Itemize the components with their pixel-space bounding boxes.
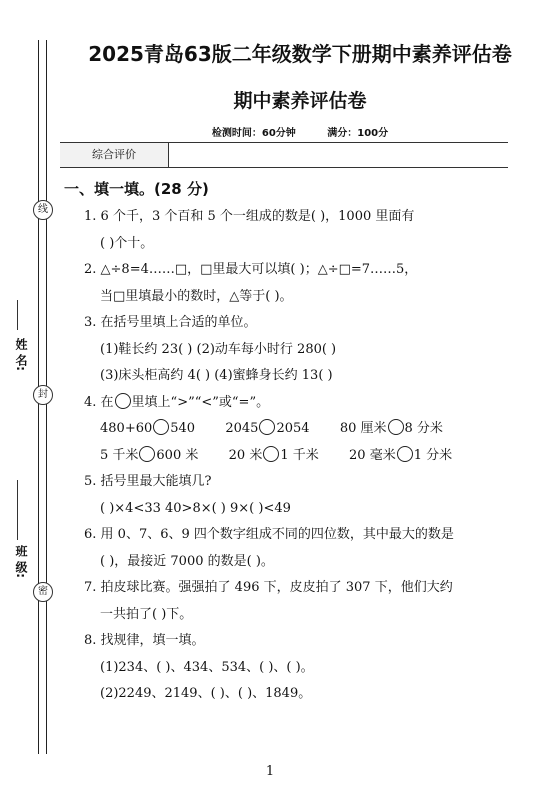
question-6-line-1: 6. 用 0、7、6、9 四个数字组成不同的四位数，其中最大的数是: [84, 527, 454, 542]
question-3-title: 3. 在括号里填上合适的单位。: [84, 315, 257, 330]
question-3-row-2: (3)床头柜高约 4( ) (4)蜜蜂身长约 13( ): [100, 368, 333, 383]
time-label: 检测时间：60分钟: [211, 128, 296, 139]
compare-circle-icon[interactable]: [139, 446, 155, 462]
seal-mark-line: 线: [33, 200, 53, 220]
section-title: 一、填一填。(28 分): [64, 180, 209, 198]
question-8-row-2: (2)2249、2149、( )、( )、1849。: [100, 686, 312, 701]
page-number: 1: [265, 764, 275, 779]
class-write-line: [17, 480, 18, 540]
question-8-title: 8. 找规律，填一填。: [84, 633, 205, 648]
question-5-row: ( )×4<33 40>8×( ) 9×( )<49: [100, 500, 291, 516]
question-3-row-1: (1)鞋长约 23( ) (2)动车每小时行 280( ): [100, 341, 337, 357]
seal-mark-close: 密: [33, 582, 53, 602]
page-subtitle: 期中素养评估卷: [233, 90, 367, 112]
question-1-line-1: 1. 6 个千，3 个百和 5 个一组成的数是( )，1000 里面有: [84, 209, 415, 224]
question-2-line-1: 2. △÷8=4……□，□里最大可以填( )；△÷□=7……5，: [84, 262, 418, 277]
compare-circle-icon[interactable]: [263, 446, 279, 462]
compare-circle-icon: [115, 393, 131, 409]
question-2-line-2: 当□里填最小的数时，△等于( )。: [100, 288, 293, 304]
question-6-line-2: ( )，最接近 7000 的数是( )。: [100, 553, 274, 569]
question-content: [64, 174, 516, 708]
question-4-row-2: 5 千米 600 米 20 米 1 千米 20 毫米 1 分米: [100, 447, 453, 463]
name-write-line: [17, 300, 18, 330]
question-7-line-2: 一共拍了( )下。: [100, 606, 193, 622]
question-1-line-2: ( )个十。: [100, 235, 154, 251]
question-4-title: 4. 在 里填上“>”“<”或“=”。: [84, 394, 270, 410]
question-7-line-1: 7. 拍皮球比赛。强强拍了 496 下，皮皮拍了 307 下，他们大约: [84, 580, 453, 595]
page-title: 2025青岛63版二年级数学下册期中素养评估卷: [88, 42, 512, 66]
seal-mark-seal: 封: [33, 385, 53, 405]
compare-circle-icon[interactable]: [259, 419, 275, 435]
compare-circle-icon[interactable]: [388, 419, 404, 435]
question-8-row-1: (1)234、( )、434、534、( )、( )。: [100, 659, 314, 675]
compare-circle-icon[interactable]: [397, 446, 413, 462]
binding-margin: [0, 0, 60, 794]
name-label: 姓 名:: [14, 338, 28, 371]
question-4-row-1: 480+60 540 2045 2054 80 厘米 8 分米: [100, 421, 443, 436]
exam-meta: [60, 124, 540, 139]
compare-circle-icon[interactable]: [153, 419, 169, 435]
score-label: 满分：100分: [327, 128, 389, 139]
question-5-title: 5. 括号里最大能填几?: [84, 474, 212, 489]
class-label: 班 级:: [14, 545, 28, 578]
evaluation-table: [60, 142, 508, 168]
evaluation-label: 综合评价: [60, 143, 169, 167]
